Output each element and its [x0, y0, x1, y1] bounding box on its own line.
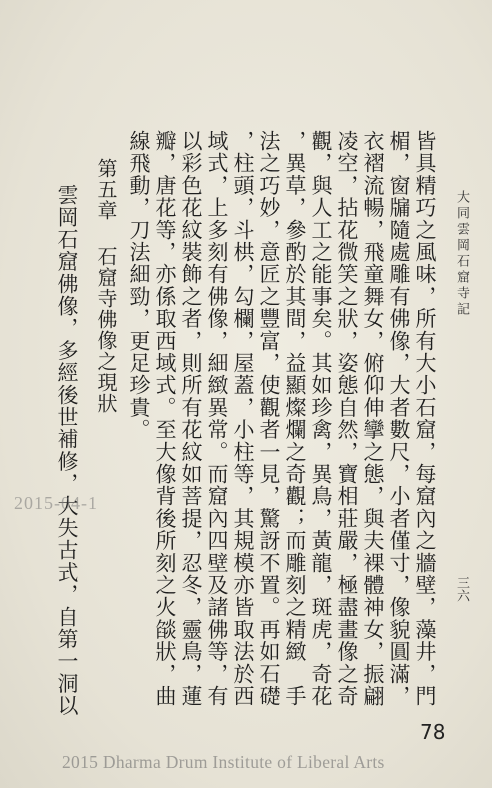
page-number-chinese: 三六	[454, 576, 469, 602]
credit-watermark: 2015 Dharma Drum Institute of Liberal Arts	[62, 752, 385, 772]
text-column-1: 皆具精巧之風味，所有大小石窟，每窟內之牆壁，藻井，門	[413, 130, 437, 708]
chapter-number: 第五章	[94, 158, 118, 221]
text-column-11: 瓣，唐花等，亦係取西域式。至大像背後所刻之火燄狀，曲	[153, 130, 177, 708]
text-column-8: ，柱頭，斗栱，勾欄，屋蓋，小柱等，其規模亦皆取法於西	[231, 130, 255, 708]
text-column-6: ，異草，參酌於其間，益顯燦爛之奇觀；而雕刻之精緻 手	[283, 130, 307, 708]
running-title: 大同雲岡石窟寺記	[454, 190, 469, 318]
text-column-7: 法之巧妙，意匠之豐富，使觀者一見，驚訝不置。再如石礎	[257, 130, 281, 708]
date-watermark: 2015-04-1	[14, 493, 98, 513]
text-column-4: 凌空，拈花微笑之狀，姿態自然，寶相莊嚴，極盡畫像之奇	[335, 130, 359, 708]
page-number: 78	[420, 720, 446, 744]
text-column-10: 以彩色花紋裝飾之者，則所有花紋如菩提，忍冬，靈鳥，蓮	[179, 130, 203, 708]
text-column-9: 域式，上多刻有佛像，細緻異常。而窟內四壁及諸佛等，有	[205, 130, 229, 708]
text-column-3: 衣褶流暢，飛童舞女，俯仰伸攣之態，與夫裸體神女，振翩	[361, 130, 385, 708]
chapter-title: 石窟寺佛像之現狀	[94, 246, 118, 414]
text-column-13: 雲岡石窟佛像，多經後世補修，大失古式，自第一洞以	[55, 184, 79, 717]
text-column-2: 楣，窗牖隨處雕有佛像，大者數尺，小者僅寸，像貌圓滿，	[387, 130, 411, 708]
text-column-5: 觀，與人工之能事矣。其如珍禽，異鳥，黃龍，斑虎，奇花	[309, 130, 333, 708]
text-column-12: 線飛動，刀法細勁，更足珍貴。	[127, 130, 151, 441]
